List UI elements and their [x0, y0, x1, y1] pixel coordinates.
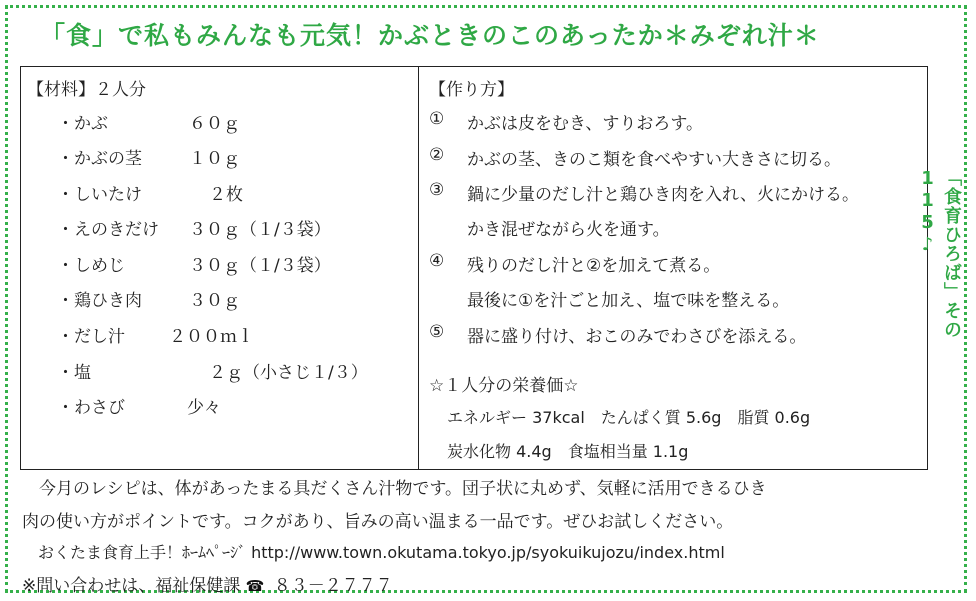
ingredient-name: ・しめじ	[57, 256, 125, 276]
ingredient-name: ・えのきだけ	[57, 220, 159, 240]
ingredient-amount: ３０ｇ（１/３袋）	[189, 220, 331, 240]
ingredient-name: ・かぶ	[57, 114, 108, 134]
homepage-link[interactable]: おくたま食育上手！ﾎｰﾑﾍﾟｰｼﾞ http://www.town.okutama.tokyo.jp/syokuikujozu/index.html	[22, 543, 725, 562]
ingredient-amount: ６０ｇ	[189, 114, 240, 134]
step-text: かぶの茎、きのこ類を食べやすい大きさに切る。	[467, 150, 841, 170]
step-number: ③	[429, 180, 445, 200]
ingredient-name: ・塩	[57, 363, 91, 383]
footer-text: 今月のレシピは、体があったまる具だくさん汁物です。団子状に丸めず、気軽に活用できるひき	[22, 479, 767, 499]
ingredient-name: ・鶏ひき肉	[57, 291, 142, 311]
ingredient-amount: 少々	[187, 398, 221, 418]
step-text: 器に盛り付け、おこのみでわさびを添える。	[467, 327, 807, 347]
ingredient-name: ・わさび	[57, 398, 125, 418]
step-number: ①	[429, 109, 445, 129]
step-text: かぶは皮をむき、すりおろす。	[467, 114, 703, 134]
contact-line	[22, 571, 393, 596]
ingredient-name: ・しいたけ	[57, 185, 142, 205]
step-text: 残りのだし汁と②を加えて煮る。	[467, 256, 721, 276]
ingredient-amount: １０ｇ	[189, 149, 240, 169]
step-text: 最後に①を汁ごと加え、塩で味を整える。	[467, 291, 790, 311]
ingredient-amount: ２枚	[209, 185, 243, 205]
step-text: 鍋に少量のだし汁と鶏ひき肉を入れ、火にかける。	[467, 185, 860, 205]
column-divider	[418, 67, 419, 469]
ingredient-name: ・かぶの茎	[57, 149, 142, 169]
ingredient-amount: ３０ｇ（１/３袋）	[189, 256, 331, 276]
step-text: かき混ぜながら火を通す。	[467, 220, 670, 240]
footer-text: 肉の使い方がポイントです。コクがあり、旨みの高い温まる一品です。ぜひお試しください。	[22, 512, 734, 532]
ingredient-name: ・だし汁	[57, 327, 125, 347]
step-number: ④	[429, 251, 445, 271]
nutrition-line: エネルギー 37kcal たんぱく質 5.6g 脂質 0.6g	[447, 408, 811, 427]
page-title: 「食」で私もみんなも元気！かぶときのこのあったか＊みぞれ汁＊	[40, 21, 820, 50]
contact-text: ※問い合わせは、福祉保健課	[22, 576, 241, 596]
ingredient-amount: ２ｇ（小さじ１/３）	[209, 363, 368, 383]
phone-number: ８３－２７７７	[273, 576, 393, 596]
ingredient-amount: ３０ｇ	[189, 291, 240, 311]
side-label: 「食育ひろば」その115♪	[917, 168, 962, 339]
method-heading: 【作り方】	[429, 80, 514, 100]
nutrition-line: 炭水化物 4.4g 食塩相当量 1.1g	[447, 442, 689, 461]
step-number: ②	[429, 145, 445, 165]
ingredients-heading: 【材料】２人分	[27, 80, 146, 100]
nutrition-heading: ☆１人分の栄養価☆	[429, 376, 579, 396]
step-number: ⑤	[429, 322, 445, 342]
ingredient-amount: ２００ｍｌ	[169, 327, 254, 347]
recipe-box	[20, 66, 928, 470]
phone-icon: ☎	[245, 577, 265, 595]
